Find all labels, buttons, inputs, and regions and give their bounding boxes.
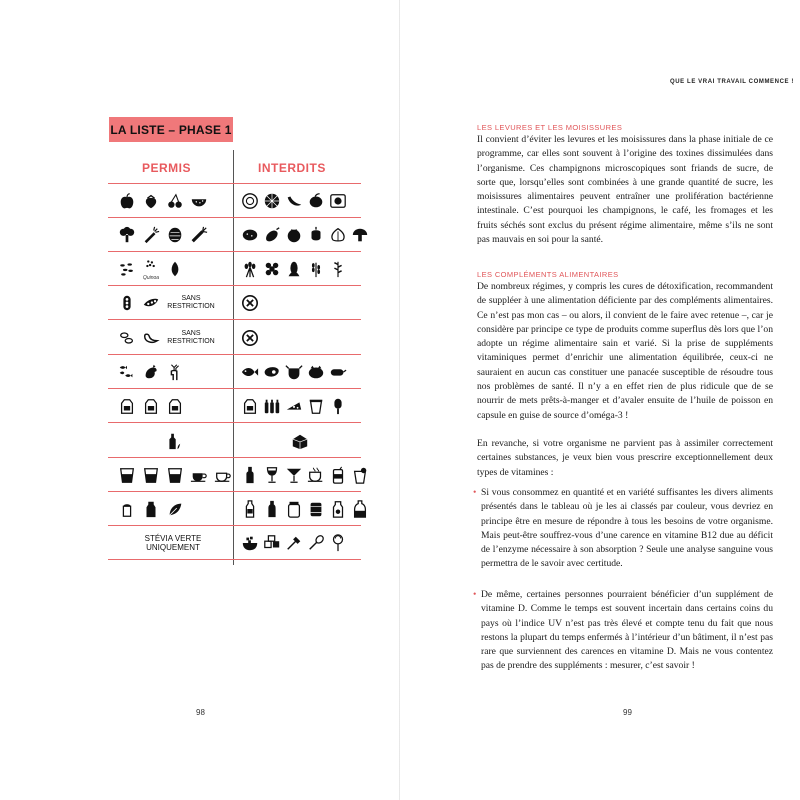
column-divider [233, 150, 234, 565]
permis-cell [118, 430, 228, 452]
cup-icon [307, 466, 325, 484]
ketchup-icon [241, 500, 259, 518]
seed-icon [166, 260, 184, 278]
milk-carton-icon [142, 397, 160, 415]
interdits-cell [241, 498, 359, 520]
almonds-icon [118, 329, 136, 347]
glass-icon [118, 466, 136, 484]
corn-icon [285, 260, 303, 278]
ice-cream-icon [329, 397, 347, 415]
page-number-right: 99 [623, 708, 632, 717]
row-divider [108, 491, 361, 492]
olive-oil-icon [164, 432, 182, 450]
carrot-icon [142, 226, 160, 244]
row-divider [108, 525, 361, 526]
pepper-icon [307, 226, 325, 244]
interdits-cell [241, 361, 359, 383]
dried-fruit-icon [329, 192, 347, 210]
soda-icon [329, 466, 347, 484]
watermelon-icon [190, 192, 208, 210]
section-title-levures: LES LEVURES ET LES MOISISSURES [477, 123, 623, 132]
pig-icon [307, 363, 325, 381]
row-divider [108, 422, 361, 423]
interdits-cell [241, 395, 359, 417]
permis-cell [118, 190, 228, 212]
garlic-icon [329, 226, 347, 244]
column-header-permis: PERMIS [142, 161, 192, 175]
interdits-cell [241, 292, 359, 314]
glass-icon [166, 466, 184, 484]
table-title: LA LISTE – PHASE 1 [109, 117, 233, 142]
salt-icon [118, 500, 136, 518]
forbidden-icon [241, 329, 259, 347]
herb-icon [166, 500, 184, 518]
grapes-icon [241, 192, 259, 210]
pepper-shaker-icon [142, 500, 160, 518]
barley-icon [329, 260, 347, 278]
peas-icon [118, 294, 136, 312]
sauce-bottle-icon [263, 500, 281, 518]
fish-icon [241, 363, 259, 381]
honey-dipper-icon [307, 534, 325, 552]
milk-carton-icon [241, 397, 259, 415]
paragraph-vitamines-intro: En revanche, si votre organisme ne parvient pas à assimiler correctement certaines substances, je veux bien vous prescrire exceptionnellement deux types de vitamines : [477, 438, 773, 478]
can-icon [307, 500, 325, 518]
yogurt-icon [307, 397, 325, 415]
steak-icon [263, 363, 281, 381]
cheese-icon [285, 397, 303, 415]
artichoke-icon [166, 226, 184, 244]
bullet-text: Si vous consommez en quantité et en variété suffisantes les divers aliments présentés dans le tableau où je les ai classés par couleur, vous devriez en principe être en mesure de répondre à tous les besoins de votre organisme. Mais peut-être souffrez-vous d’une carence en vitamine B12 due au déficit de l’enzyme nécessaire à son absorption ? Seule une analyse sanguine vous permettra de le savoir avec certitude. [481, 487, 773, 570]
paragraph-levures: Il convient d’éviter les levures et les moisissures dans la phase initiale de ce programme, car elles sont souvent à l’origine des toxines dissimulées dans l’organisme. Ces champignons microscopiques sont friands de sucre, de sorte que, lorsqu’elles sont combinées à une grande quantité de sucre, les moisissures alimentaires peuvent entraîner une prolifération bactérienne intestinale. C’est pourquoi les champignons, le café, les fromages et les fruits séchés sont exclus du présent régime alimentaire, même s’ils ne sont pas mauvais en soi pour la santé. [477, 134, 773, 246]
candy-icon [285, 534, 303, 552]
interdits-cell [241, 464, 359, 486]
permis-cell [118, 361, 228, 383]
bullet-text: De même, certaines personnes pourraient bénéficier d’un supplément de vitamine D. Comme le temps est souvent incertain dans certains coins du pays où l’indice UV n’est pas très élevé et compte tenu du fait que nous restons la plupart du temps enfermés à l’intérieur d’un bâtiment, il n’est pas rare que surviennent des carences en vitamine D. Mais ne vous contentez pas de prendre des suppléments : mesurer, c’est savoir ! [481, 589, 773, 672]
section-title-complements: LES COMPLÉMENTS ALIMENTAIRES [477, 270, 619, 279]
butter-icon [291, 432, 309, 450]
wine-bottle-icon [241, 466, 259, 484]
forbidden-icon [241, 294, 259, 312]
glass-icon [142, 466, 160, 484]
wheat-bundle-icon [241, 260, 259, 278]
sugar-cubes-icon [263, 534, 281, 552]
permis-cell [118, 258, 228, 280]
cherries-icon [166, 192, 184, 210]
cashew-icon [142, 329, 160, 347]
bullet-vitamine-b12 [473, 486, 773, 572]
quinoa-caption: Quinoa [142, 275, 160, 281]
seeds-icon [118, 260, 136, 278]
interdits-cell [241, 258, 359, 280]
running-head: QUE LE VRAI TRAVAIL COMMENCE ! [669, 79, 794, 85]
tea-cup-icon [190, 466, 208, 484]
mushroom-icon [351, 226, 369, 244]
leek-icon [190, 226, 208, 244]
right-page [400, 0, 800, 800]
interdits-cell [241, 224, 359, 246]
potato-icon [241, 226, 259, 244]
pea-pod-icon [142, 294, 160, 312]
row-divider [108, 217, 361, 218]
mango-icon [307, 192, 325, 210]
quinoa-icon [142, 257, 160, 275]
page-number-left: 98 [196, 708, 205, 717]
juice-icon [351, 466, 369, 484]
orange-icon [263, 192, 281, 210]
lollipop-icon [329, 534, 347, 552]
interdits-cell [241, 430, 359, 452]
eggplant-icon [263, 226, 281, 244]
permis-cell [118, 395, 228, 417]
bullet-dot: • [473, 589, 477, 600]
permis-note: SANS RESTRICTION [167, 329, 215, 345]
sausage-icon [329, 363, 347, 381]
milk-carton-icon [166, 397, 184, 415]
interdits-cell [241, 327, 359, 349]
row-divider [108, 319, 361, 320]
column-header-interdits: INTERDITS [258, 161, 326, 175]
small-fish-icon [118, 363, 136, 381]
permis-cell [118, 498, 228, 520]
milk-carton-icon [118, 397, 136, 415]
row-divider [108, 285, 361, 286]
wheat-icon [263, 260, 281, 278]
chicken-icon [142, 363, 160, 381]
permis-note: SANS RESTRICTION [167, 294, 215, 310]
bullet-vitamine-d [473, 588, 773, 674]
sugar-bowl-icon [241, 534, 259, 552]
row-divider [108, 457, 361, 458]
jar-icon [285, 500, 303, 518]
wine-glass-icon [263, 466, 281, 484]
permis-cell [118, 464, 228, 486]
permis-text: STÉVIA VERTE UNIQUEMENT [144, 533, 202, 552]
row-divider [108, 251, 361, 252]
paragraph-complements: De nombreux régimes, y compris les cures de détoxification, recommandent de suppléer à une alimentation déficiente par des compléments alimentaires. Ce n’est pas mon cas – ou alors, il convient de le faire avec retenue –, car je considère par principe ce type de produits comme superflus dès lors que l’on adopte un régime alimentaire sain et varié. Si la prise de suppléments vitaminiques permet d’enrichir une alimentation équilibrée, ceux-ci ne sauraient en aucun cas constituer une panacée susceptible de résoudre tous nos problèmes de santé. Il n’y a en effet rien de plus ridicule que de se nourrir de mets prêts-à-manger et d’avaler ensuite de l’huile de poisson en capsule en guise de source d’oméga-3 ! [477, 281, 773, 421]
permis-cell [118, 532, 228, 554]
banana-icon [285, 192, 303, 210]
cow-icon [285, 363, 303, 381]
bullet-dot: • [473, 487, 477, 498]
row-divider [108, 388, 361, 389]
mustard-icon [329, 500, 347, 518]
permis-cell [118, 224, 228, 246]
coffee-cup-icon [214, 466, 232, 484]
permis-cell [118, 327, 228, 349]
broccoli-icon [118, 226, 136, 244]
cocktail-icon [285, 466, 303, 484]
strawberry-icon [142, 192, 160, 210]
syrup-icon [351, 500, 369, 518]
tomato-icon [285, 226, 303, 244]
row-divider [108, 559, 361, 560]
interdits-cell [241, 532, 359, 554]
permis-cell [118, 292, 228, 314]
quinoa-group [142, 257, 160, 281]
row-divider [108, 183, 361, 184]
deer-icon [166, 363, 184, 381]
row-divider [108, 354, 361, 355]
oat-icon [307, 260, 325, 278]
milk-bottles-icon [263, 397, 281, 415]
apple-icon [118, 192, 136, 210]
interdits-cell [241, 190, 359, 212]
